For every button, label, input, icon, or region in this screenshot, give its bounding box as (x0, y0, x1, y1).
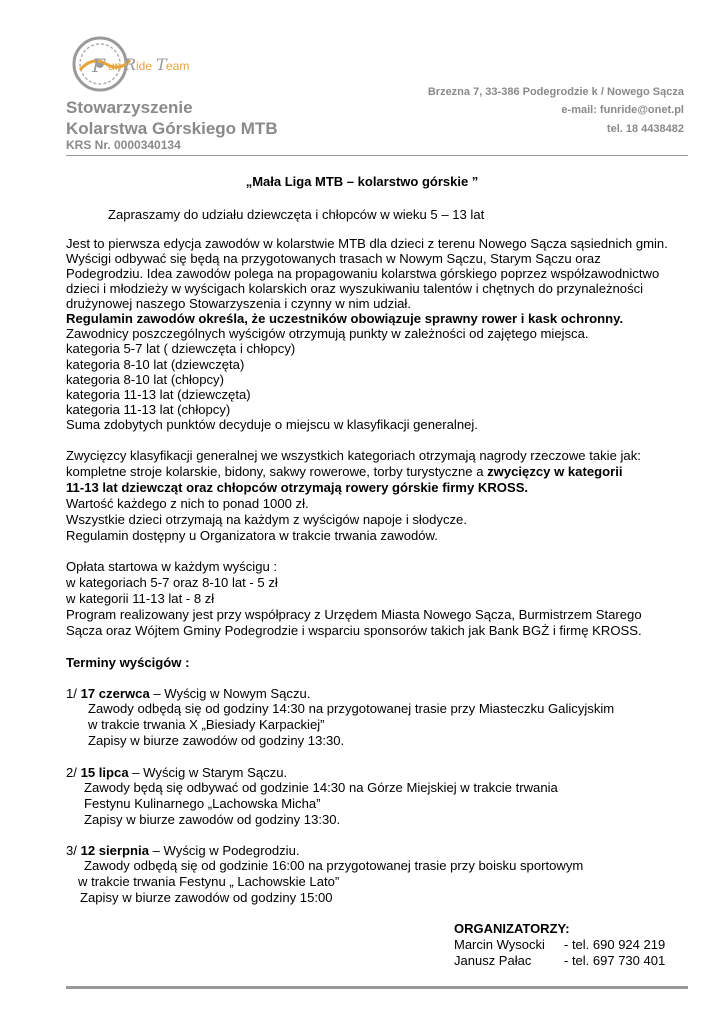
prizes-line: Wszystkie dzieci otrzymają na każdym z wyścigów napoje i słodycze. (66, 512, 467, 527)
document-title: „Mała Liga MTB – kolarstwo górskie ” (245, 174, 479, 189)
para1-line: Podegrodziu. Idea zawodów polega na propagowaniu kolarstwa górskiego poprzez współzawodnictwo (66, 266, 660, 281)
category-item: kategoria 5-7 lat ( dziewczęta i chłopcy) (66, 341, 296, 356)
race-detail: Zawody będą się odbywać od godzinie 14:30 na Górze Miejskiej w trakcie trwania (84, 780, 558, 795)
organizer-row (454, 953, 666, 968)
svg-text:T: T (156, 55, 167, 74)
krs-number: KRS Nr. 0000340134 (66, 138, 181, 152)
address: Brzezna 7, 33-386 Podegrodzie k / Nowego Sącza (427, 86, 684, 98)
race-detail: Zapisy w biurze zawodów od godziny 13:30. (84, 812, 341, 827)
category-item: kategoria 8-10 lat (dziewczęta) (66, 357, 245, 372)
race-date: 15 lipca (80, 765, 129, 780)
org-name-line1: Stowarzyszenie (66, 98, 193, 117)
organizer-name: Janusz Pałac (454, 953, 532, 968)
prizes-line: Wartość każdego z nich to ponad 1000 zł. (66, 496, 309, 511)
svg-text:F: F (92, 55, 106, 77)
svg-text:ide: ide (136, 59, 153, 73)
fees-line: Program realizowany jest przy współpracy z Urzędem Miasta Nowego Sącza, Burmistrzem Starego (66, 607, 642, 622)
prizes-line: Regulamin dostępny u Organizatora w trakcie trwania zawodów. (66, 528, 438, 543)
rule-bold-line: Regulamin zawodów określa, że uczestników obowiązuje sprawny rower i kask ochronny. (66, 311, 624, 326)
fees-line: w kategorii 11-13 lat - 8 zł (66, 591, 215, 606)
race-heading (66, 686, 310, 701)
intro-line: Zapraszamy do udziału dziewczęta i chłopców w wieku 5 – 13 lat (108, 207, 485, 222)
race-detail: Zapisy w biurze zawodów od godziny 15:00 (80, 890, 333, 905)
race-number: 2/ (66, 765, 81, 780)
svg-text:un: un (108, 59, 122, 73)
header-divider (66, 155, 688, 156)
organizers-heading: ORGANIZATORZY: (454, 921, 570, 936)
email: e-mail: funride@onet.pl (561, 104, 684, 116)
schedule-heading: Terminy wyścigów : (66, 655, 190, 670)
fees-line: Opłata startowa w każdym wyścigu : (66, 559, 278, 574)
para1-line: Jest to pierwsza edycja zawodów w kolarstwie MTB dla dzieci z terenu Nowego Sącza sąsiednich gmin. (66, 236, 668, 251)
svg-text:eam: eam (166, 59, 190, 73)
category-item: kategoria 11-13 lat (dziewczęta) (66, 387, 251, 402)
race-title: – Wyścig w Podegrodziu. (148, 843, 300, 858)
prizes-bold-text: zwycięzcy w kategorii (487, 464, 623, 479)
race-heading (66, 843, 300, 858)
race-detail: Zawody odbędą się od godziny 14:30 na przygotowanej trasie przy Miasteczku Galicyjskim (88, 701, 615, 716)
phone: tel. 18 4438482 (606, 123, 684, 135)
race-number: 3/ (66, 843, 81, 858)
race-detail: w trakcie trwania Festynu „ Lachowskie Lato” (78, 874, 340, 889)
para1-line: Wyścigi odbywać się będą na przygotowanych trasach w Nowym Sączu, Starym Sączu oraz (66, 251, 601, 266)
prizes-normal-text: kompletne stroje kolarskie, bidony, sakwy rowerowe, torby turystyczne a (66, 464, 488, 479)
fees-line: Sącza oraz Wójtem Gminy Podegrodzie i wsparciu sponsorów takich jak Bank BGŻ i firmę KROSS. (66, 623, 642, 638)
sum-line: Suma zdobytych punktów decyduje o miejscu w klasyfikacji generalnej. (66, 417, 478, 432)
race-detail: w trakcie trwania X „Biesiady Karpackiej” (88, 717, 325, 732)
category-item: kategoria 11-13 lat (chłopcy) (66, 402, 231, 417)
prizes-line (66, 464, 622, 479)
race-date: 12 sierpnia (80, 843, 149, 858)
prizes-line: Zwycięzcy klasyfikacji generalnej we wszystkich kategoriach otrzymają nagrody rzeczowe takie jak: (66, 448, 641, 463)
fees-line: w kategoriach 5-7 oraz 8-10 lat - 5 zł (66, 575, 278, 590)
svg-text:R: R (124, 55, 137, 74)
race-number: 1/ (66, 686, 81, 701)
fun-ride-team-logo (70, 30, 198, 96)
organizer-row (454, 937, 666, 952)
race-title: – Wyścig w Nowym Sączu. (149, 686, 311, 701)
category-item: kategoria 8-10 lat (chłopcy) (66, 372, 224, 387)
organizer-phone: - tel. 690 924 219 (564, 937, 666, 952)
para1-line: dzieci i młodzieży w wyścigach kolarskich oraz wyszukiwaniu talentów i chętnych do przynależności (66, 281, 644, 296)
race-detail: Festynu Kulinarnego „Lachowska Micha” (84, 796, 321, 811)
org-name-line2: Kolarstwa Górskiego MTB (66, 119, 278, 138)
race-detail: Zapisy w biurze zawodów od godziny 13:30. (88, 733, 345, 748)
race-title: – Wyścig w Starym Sączu. (128, 765, 288, 780)
organizer-name: Marcin Wysocki (454, 937, 545, 952)
footer-divider (66, 986, 688, 989)
race-heading (66, 765, 287, 780)
organizer-phone: - tel. 697 730 401 (564, 953, 666, 968)
race-detail: Zawody odbędą się od godzinie 16:00 na przygotowanej trasie przy boisku sportowym (84, 858, 584, 873)
race-date: 17 czerwca (80, 686, 150, 701)
prizes-bold-line: 11-13 lat dziewcząt oraz chłopców otrzymają rowery górskie firmy KROSS. (66, 480, 529, 495)
points-line: Zawodnicy poszczególnych wyścigów otrzymują punkty w zależności od zajętego miejsca. (66, 326, 589, 341)
para1-line: drużynowej naszego Stowarzyszenia i czynny w nim udział. (66, 296, 411, 311)
